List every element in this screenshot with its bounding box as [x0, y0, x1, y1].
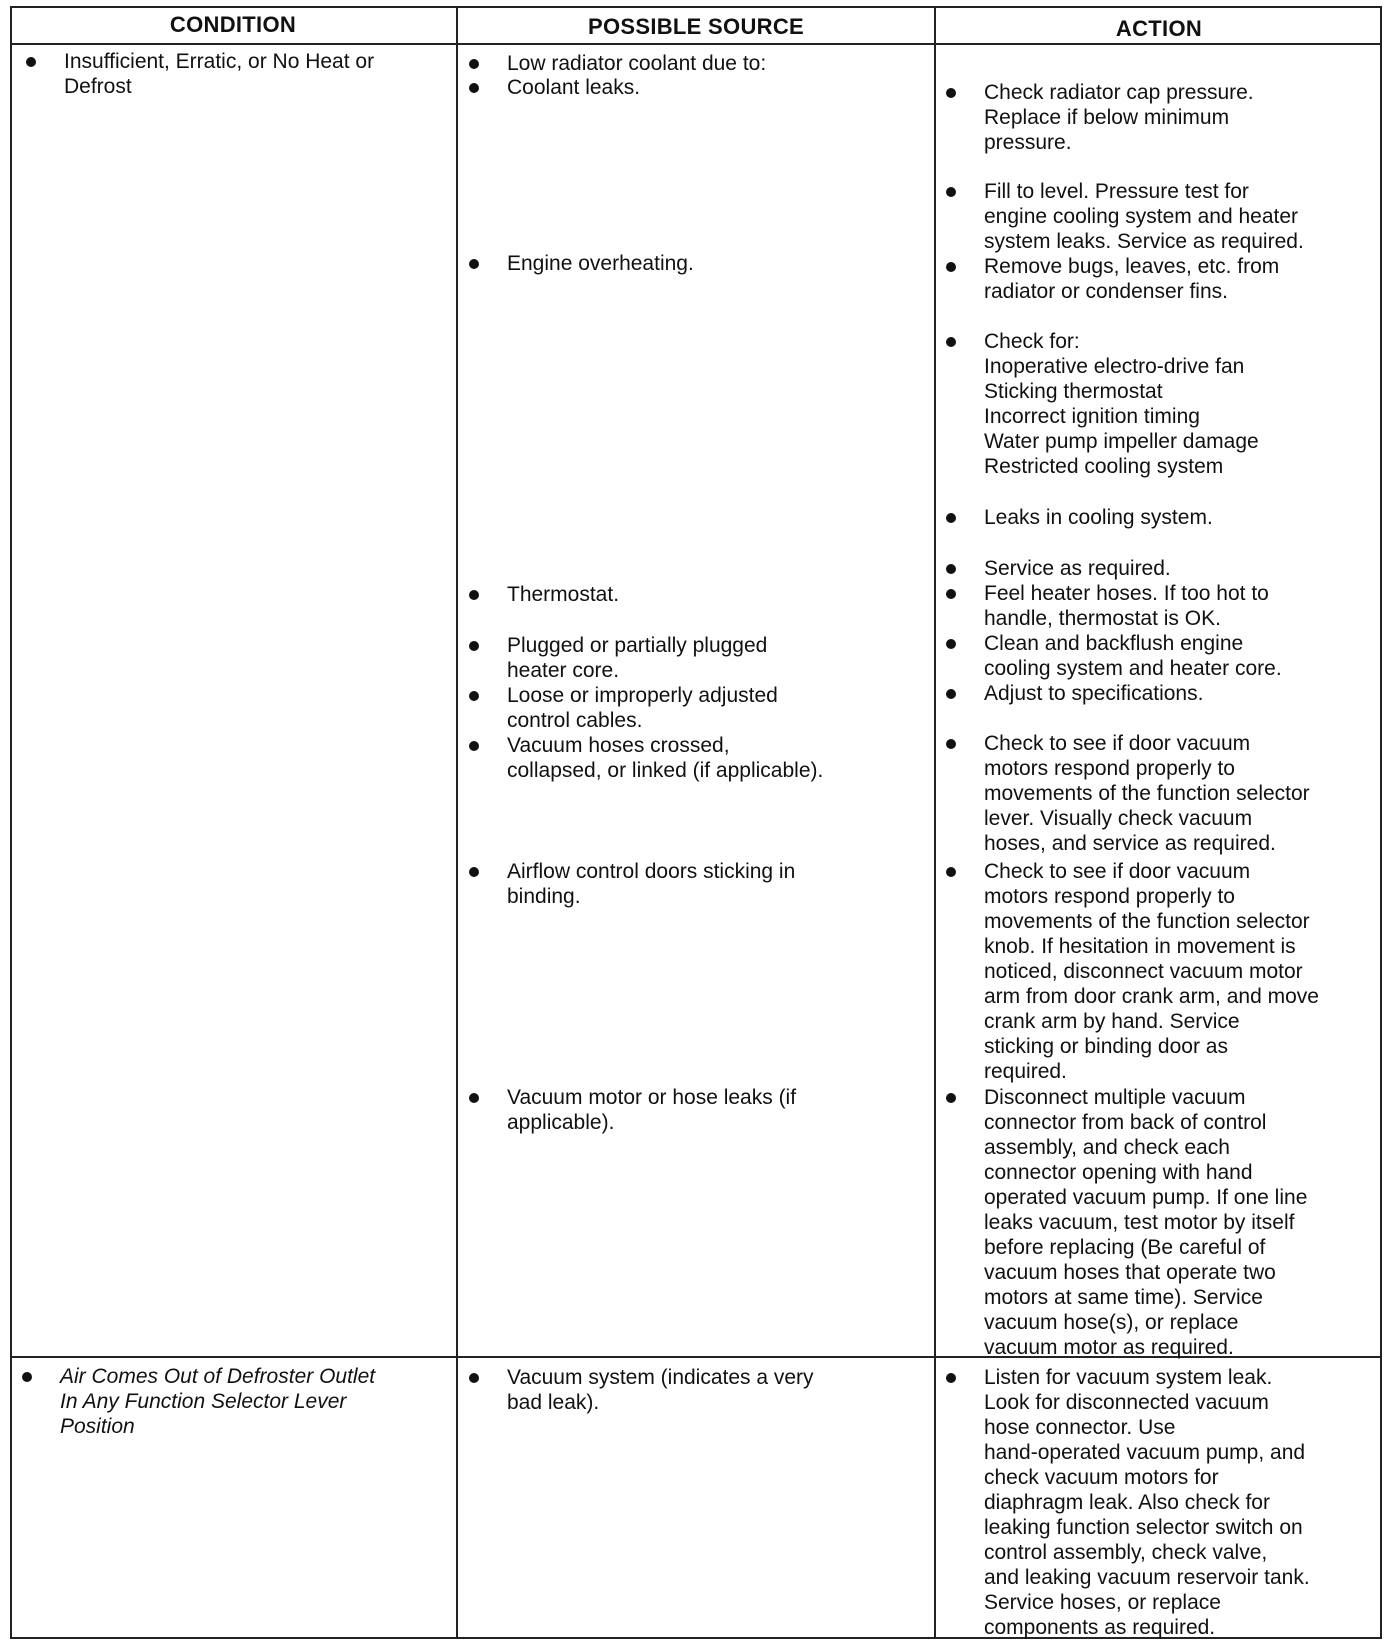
action-item — [946, 179, 1376, 254]
header-divider — [10, 43, 1382, 45]
source-text: Airflow control doors sticking in binding. — [507, 860, 796, 908]
action-item — [946, 1365, 1376, 1639]
source-item — [469, 1085, 929, 1160]
source-text: Loose or improperly adjusted control cables. — [507, 684, 778, 732]
bullet-icon — [469, 641, 479, 651]
bullet-icon — [946, 639, 956, 649]
action-text: Leaks in cooling system. — [984, 506, 1213, 529]
bullet-icon — [946, 337, 956, 347]
bullet-icon — [469, 691, 479, 701]
action-item — [946, 254, 1376, 329]
action-item — [946, 80, 1376, 155]
bullet-icon — [946, 867, 956, 877]
header-possible-source: POSSIBLE SOURCE — [588, 14, 804, 39]
column-divider-2 — [934, 6, 936, 1639]
action-item — [946, 859, 1376, 1083]
condition-item — [26, 49, 446, 124]
bullet-icon — [469, 1373, 479, 1383]
bullet-icon — [22, 1372, 32, 1382]
action-item — [946, 1085, 1376, 1359]
bullet-icon — [469, 1093, 479, 1103]
bullet-icon — [946, 589, 956, 599]
bullet-icon — [469, 867, 479, 877]
bullet-icon — [946, 1093, 956, 1103]
source-item — [469, 1365, 929, 1440]
bullet-icon — [946, 513, 956, 523]
source-text: Vacuum motor or hose leaks (if applicable). — [507, 1086, 797, 1134]
source-item — [469, 75, 929, 150]
action-text: Clean and backflush engine cooling system and heater core. — [984, 632, 1282, 680]
action-item — [946, 329, 1376, 478]
action-text: Feel heater hoses. If too hot to handle, thermostat is OK. — [984, 582, 1269, 630]
bullet-icon — [946, 262, 956, 272]
action-text: Disconnect multiple vacuum connector from back of control assembly, and check each connector opening with hand operated vacuum pump. If one line leaks vacuum, test motor by itself before replacing (Be careful of vacuum hoses that operate two motors at same time). Service vacuum hose(s), or replace vacuum motor as required. — [984, 1086, 1308, 1359]
action-text: Check for: Inoperative electro-drive fan Sticking thermostat Incorrect ignition timing Water pump impeller damage Restricted cooling system — [984, 330, 1259, 478]
header-action: ACTION — [1115, 16, 1203, 41]
action-text: Service as required. — [984, 557, 1171, 580]
source-text: Vacuum hoses crossed, collapsed, or linked (if applicable). — [507, 734, 824, 782]
source-text: Coolant leaks. — [507, 76, 641, 99]
condition-text: Air Comes Out of Defroster Outlet In Any Function Selector Lever Position — [60, 1365, 376, 1438]
source-item — [469, 859, 929, 934]
condition-item — [22, 1364, 452, 1439]
column-divider-1 — [456, 6, 458, 1639]
bullet-icon — [946, 689, 956, 699]
source-text: Vacuum system (indicates a very bad leak). — [507, 1366, 814, 1414]
bullet-icon — [946, 187, 956, 197]
bullet-icon — [26, 57, 36, 67]
action-text: Check to see if door vacuum motors respond properly to movements of the function selector lever. Visually check vacuum hoses, and service as required. — [984, 732, 1310, 855]
source-text: Engine overheating. — [507, 252, 694, 275]
source-text: Thermostat. — [507, 583, 620, 606]
bullet-icon — [469, 259, 479, 269]
troubleshooting-table — [10, 6, 1382, 1639]
bullet-icon — [946, 1373, 956, 1383]
condition-text: Insufficient, Erratic, or No Heat or Defrost — [64, 50, 375, 98]
action-item — [946, 731, 1376, 855]
bullet-icon — [946, 88, 956, 98]
action-text: Adjust to specifications. — [984, 682, 1204, 705]
source-text: Low radiator coolant due to: — [507, 52, 767, 75]
bullet-icon — [469, 83, 479, 93]
header-condition: CONDITION — [169, 12, 297, 37]
bullet-icon — [469, 741, 479, 751]
source-text: Plugged or partially plugged heater core. — [507, 634, 768, 682]
action-text: Fill to level. Pressure test for engine cooling system and heater system leaks. Service as required. — [984, 180, 1304, 253]
bullet-icon — [946, 739, 956, 749]
action-text: Remove bugs, leaves, etc. from radiator or condenser fins. — [984, 255, 1280, 303]
bullet-icon — [469, 590, 479, 600]
action-text: Check to see if door vacuum motors respond properly to movements of the function selector knob. If hesitation in movement is noticed, disconnect vacuum motor arm from door crank arm, and move crank arm by hand. Service sticking or binding door as required. — [984, 860, 1319, 1083]
source-item — [469, 733, 929, 808]
action-text: Check radiator cap pressure. Replace if below minimum pressure. — [984, 81, 1254, 154]
source-item — [469, 251, 929, 326]
action-text: Listen for vacuum system leak. Look for disconnected vacuum hose connector. Use hand-operated vacuum pump, and check vacuum motors for diaphragm leak. Also check for leaking function selector switch on control assembly, check valve, and leaking vacuum reservoir tank. Service hoses, or replace components as required. — [984, 1366, 1310, 1639]
bullet-icon — [469, 59, 479, 69]
bullet-icon — [946, 564, 956, 574]
